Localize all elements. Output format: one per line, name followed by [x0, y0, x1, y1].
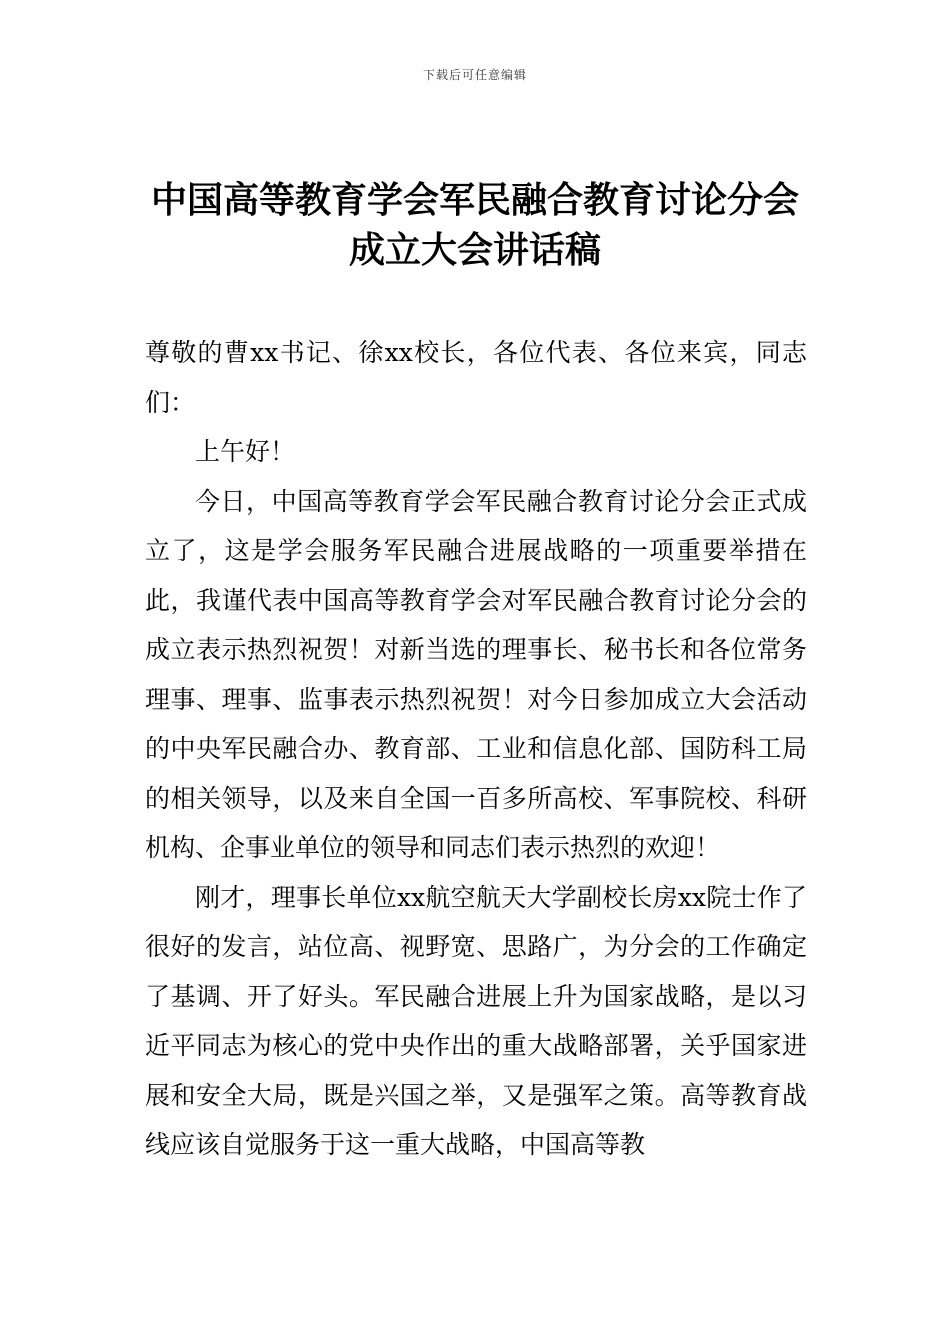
body-paragraph-2: 刚才，理事长单位xx航空航天大学副校长房xx院士作了很好的发言，站位高、视野宽、思路广，为分会的工作确定了基调、开了好头。军民融合进展上升为国家战略，是以习近平同志为核心的党中央作出的重大战略部署，关乎国家进展和安全大局，既是兴国之举，又是强军之策。高等教育战线应该自觉服务于这一重大战略，中国高等教 — [145, 882, 807, 1159]
body-paragraph-1: 今日，中国高等教育学会军民融合教育讨论分会正式成立了，这是学会服务军民融合进展战略的一项重要举措在此，我谨代表中国高等教育学会对军民融合教育讨论分会的成立表示热烈祝贺！对新当选的理事长、秘书长和各位常务理事、理事、监事表示热烈祝贺！对今日参加成立大会活动的中央军民融合办、教育部、工业和信息化部、国防科工局的相关领导，以及来自全国一百多所高校、军事院校、科研机构、企事业单位的领导和同志们表示热烈的欢迎！ — [145, 486, 807, 862]
title-line-1: 中国高等教育学会军民融合教育讨论分会 — [150, 179, 799, 221]
salutation-paragraph: 尊敬的曹xx书记、徐xx校长，各位代表、各位来宾，同志们： — [145, 338, 807, 417]
document-body — [145, 328, 807, 1170]
header-note: 下载后可任意编辑 — [422, 68, 527, 82]
document-title — [60, 175, 890, 275]
greeting-paragraph: 上午好！ — [195, 437, 296, 466]
title-line-2: 成立大会讲话稿 — [348, 229, 601, 271]
